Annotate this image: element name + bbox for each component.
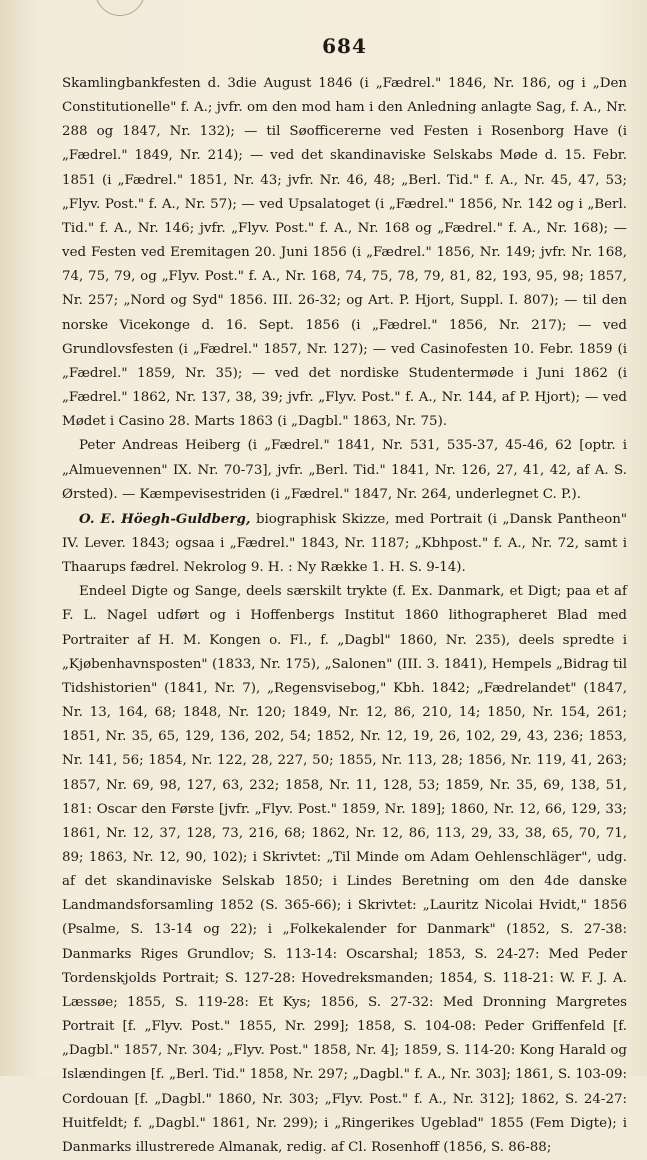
paragraph-speeches: Skamlingbankfesten d. 3die August 1846 (i „Fædrel." 1846, Nr. 186, og i „Den Constitutionelle" f. A.; jvfr. om den mod ham i den Anledning anlagte Sag, f. A., Nr. 288 og 1847, Nr. 132); — til Søofficererne ved Festen i Rosenborg Have (i „Fædrel." 1849, Nr. 214); — ved det skandinaviske Selskabs Møde d. 15. Febr. 1851 (i „Fædrel." 1851, Nr. 43; jvfr. Nr. 46, 48; „Berl. Tid." f. A., Nr. 45, 47, 53; „Flyv. Post." f. A., Nr. 57); — ved Upsalatoget (i „Fædrel." 1856, Nr. 142 og i „Berl. Tid." f. A., Nr. 146; jvfr. „Flyv. Post." f. A., Nr. 168 og „Fædrel." f. A., Nr. 168); — ved Festen ved Eremitagen 20. Juni 1856 (i „Fædrel." 1856, Nr. 149; jvfr. Nr. 168, 74, 75, 79, og „Flyv. Post." f. A., Nr. 168, 74, 75, 78, 79, 81, 82, 193, 95, 98; 1857, Nr. 257; „Nord og Syd" 1856. III. 26-32; og Art. P. Hjort, Suppl. I. 807); — til den norske Vicekonge d. 16. Sept. 1856 (i „Fædrel." 1856, Nr. 217); — ved Grundlovsfesten (i „Fædrel." 1857, Nr. 127); — ved Casinofesten 10. Febr. 1859 (i „Fædrel." 1859, Nr. 35); — ved det nordiske Studentermøde i Juni 1862 (i „Fædrel." 1862, Nr. 137, 38, 39; jvfr. „Flyv. Post." f. A., Nr. 144, af P. Hjort); — ved Mødet i Casino 28. Marts 1863 (i „Dagbl." 1863, Nr. 75). <box>62 76 627 430</box>
paragraph-poems: Endeel Digte og Sange, deels særskilt trykte (f. Ex. Danmark, et Digt; paa et af F. L. Nagel udført og i Hoffenbergs Institut 1860 lithographeret Blad med Portraiter af H. M. Kongen o. Fl., f. „Dagbl" 1860, Nr. 235), deels spredte i „Kjøbenhavnsposten" (1833, Nr. 175), „Salonen" (III. 3. 1841), Hempels „Bidrag til Tidshistorien" (1841, Nr. 7), „Regensvisebog," Kbh. 1842; „Fædrelandet" (1847, Nr. 13, 164, 68; 1848, Nr. 120; 1849, Nr. 12, 86, 210, 14; 1850, Nr. 154, 261; 1851, Nr. 35, 65, 129, 136, 202, 54; 1852, Nr. 12, 19, 26, 102, 29, 43, 236; 1853, Nr. 141, 56; 1854, Nr. 122, 28, 227, 50; 1855, Nr. 113, 28; 1856, Nr. 119, 41, 263; 1857, Nr. 69, 98, 127, 63, 232; 1858, Nr. 11, 128, 53; 1859, Nr. 35, 69, 138, 51, 181: Oscar den Første [jvfr. „Flyv. Post." 1859, Nr. 189]; 1860, Nr. 12, 66, 129, 33; 1861, Nr. 12, 37, 128, 73, 216, 68; 1862, Nr. 12, 86, 113, 29, 33, 38, 65, 70, 71, 89; 1863, Nr. 12, 90, 102); i Skrivtet: „Til Minde om Adam Oehlenschläger", udg. af det skandinaviske Selskab 1850; i Lindes Beretning om den 4de danske Landmandsforsamling 1852 (S. 365-66); i Skrivtet: „Lauritz Nicolai Hvidt," 1856 (Psalme, S. 13-14 og 22); i „Folkekalender for Danmark" (1852, S. 27-38: Danmarks Riges Grundlov; S. 113-14: Oscarshal; 1853, S. 24-27: Med Peder Tordenskjolds Portrait; S. 127-28: Hovedreksmanden; 1854, S. 118-21: W. F. J. A. Læssøe; 1855, S. 119-28: Et Kys; 1856, S. 27-32: Med Dronning Margretes Portrait [f. „Flyv. Post." 1855, Nr. 299]; 1858, S. 104-08: Peder Griffenfeld [f. „Dagbl." 1857, Nr. 304; „Flyv. Post." 1858, Nr. 4]; 1859, S. 114-20: Kong Harald og Islændingen [f. „Berl. Tid." 1858, Nr. 297; „Dagbl." f. A., Nr. 303]; 1861, S. 103-09: Cordouan [f. „Dagbl." 1860, Nr. 303; „Flyv. Post." f. A., Nr. 312]; 1862, S. 24-27: Huitfeldt; f. „Dagbl." 1861, Nr. 299); i „Ringerikes Ugeblad" 1855 (Fem Digte); i Danmarks illustrerede Almanak, redig. af Cl. Rosenhoff (1856, S. 86-88; <box>62 584 627 1155</box>
text-body <box>62 72 627 1160</box>
paragraph-heiberg: Peter Andreas Heiberg (i „Fædrel." 1841, Nr. 531, 535-37, 45-46, 62 [optr. i „Almuevennen" IX. Nr. 70-73], jvfr. „Berl. Tid." 1841, Nr. 126, 27, 41, 42, af A. S. Ørsted). — Kæmpevisestriden (i „Fædrel." 1847, Nr. 264, underlegnet C. P.). <box>62 438 627 502</box>
biography-text: biographisk Skizze, med Portrait (i „Dansk Pantheon" IV. Lever. 1843; ogsaa i „Fædrel." 1843, Nr. 1187; „Kbhpost." f. A., Nr. 72, samt i Thaarups fædrel. Nekrolog 9. H. : Ny Række 1. H. S. 9-14). <box>62 511 627 576</box>
biography-heading: O. E. Höegh-Guldberg, <box>79 510 251 527</box>
page-number: 684 <box>322 34 367 58</box>
paragraph-biography <box>62 507 627 580</box>
